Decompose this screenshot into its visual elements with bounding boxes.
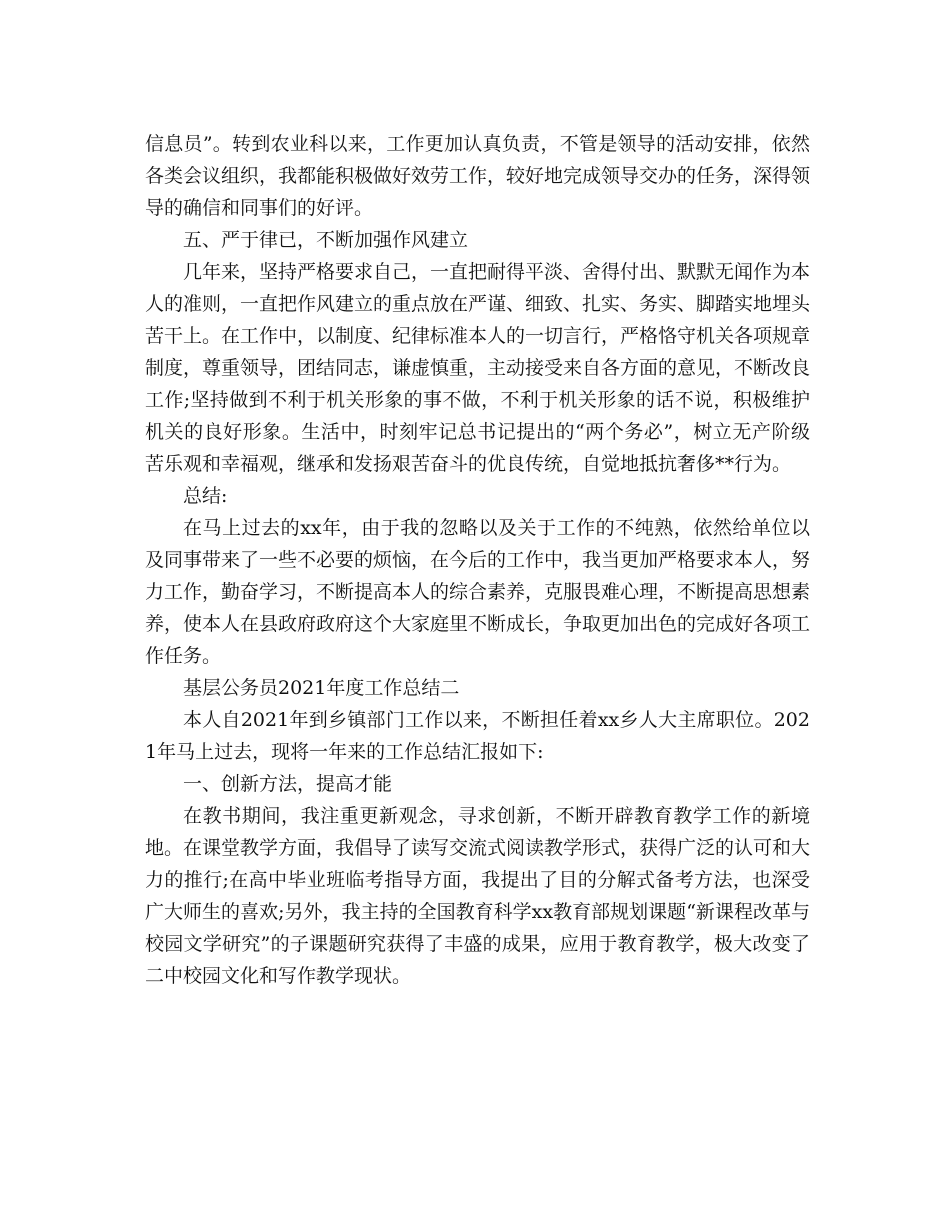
document-subtitle: 基层公务员2021年度工作总结二 xyxy=(183,677,460,699)
paragraph: 在马上过去的xx年，由于我的忽略以及关于工作的不纯熟，依然给单位以及同事带来了一些不必要的烦恼，在今后的工作中，我当更加严格要求本人，努力工作，勤奋学习，不断提高本人的综合素养，克服畏难心理，不断提高思想素养，使本人在县政府政府这个大家庭里不断成长，争取更加出色的完成好各项工作任务。 xyxy=(145,517,811,667)
summary-heading: 总结: xyxy=(183,485,228,507)
paragraph: 本人自2021年到乡镇部门工作以来，不断担任着xx乡人大主席职位。2021年马上过去，现将一年来的工作总结汇报如下: xyxy=(145,709,810,763)
document-body xyxy=(145,128,810,992)
section-heading-five: 五、严于律已，不断加强作风建立 xyxy=(183,229,469,251)
paragraph-continuation: 信息员”。转到农业科以来，工作更加认真负责，不管是领导的活动安排，依然各类会议组织，我都能积极做好效劳工作，较好地完成领导交办的任务，深得领导的确信和同事们的好评。 xyxy=(145,133,811,219)
paragraph: 在教书期间，我注重更新观念，寻求创新，不断开辟教育教学工作的新境地。在课堂教学方面，我倡导了读写交流式阅读教学形式，获得广泛的认可和大力的推行;在高中毕业班临考指导方面，我提出了目的分解式备考方法，也深受广大师生的喜欢;另外，我主持的全国教育科学xx教育部规划课题“新课程改革与校园文学研究”的子课题研究获得了丰盛的成果，应用于教育教学，极大改变了二中校园文化和写作教学现状。 xyxy=(145,805,811,987)
section-heading-one: 一、创新方法，提高才能 xyxy=(183,773,393,795)
paragraph: 几年来，坚持严格要求自己，一直把耐得平淡、舍得付出、默默无闻作为本人的准则，一直把作风建立的重点放在严谨、细致、扎实、务实、脚踏实地埋头苦干上。在工作中，以制度、纪律标准本人的一切言行，严格恪守机关各项规章制度，尊重领导，团结同志，谦虚慎重，主动接受来自各方面的意见，不断改良工作;坚持做到不利于机关形象的事不做，不利于机关形象的话不说，积极维护机关的良好形象。生活中，时刻牢记总书记提出的“两个务必”，树立无产阶级苦乐观和幸福观，继承和发扬艰苦奋斗的优良传统，自觉地抵抗奢侈**行为。 xyxy=(145,261,811,475)
